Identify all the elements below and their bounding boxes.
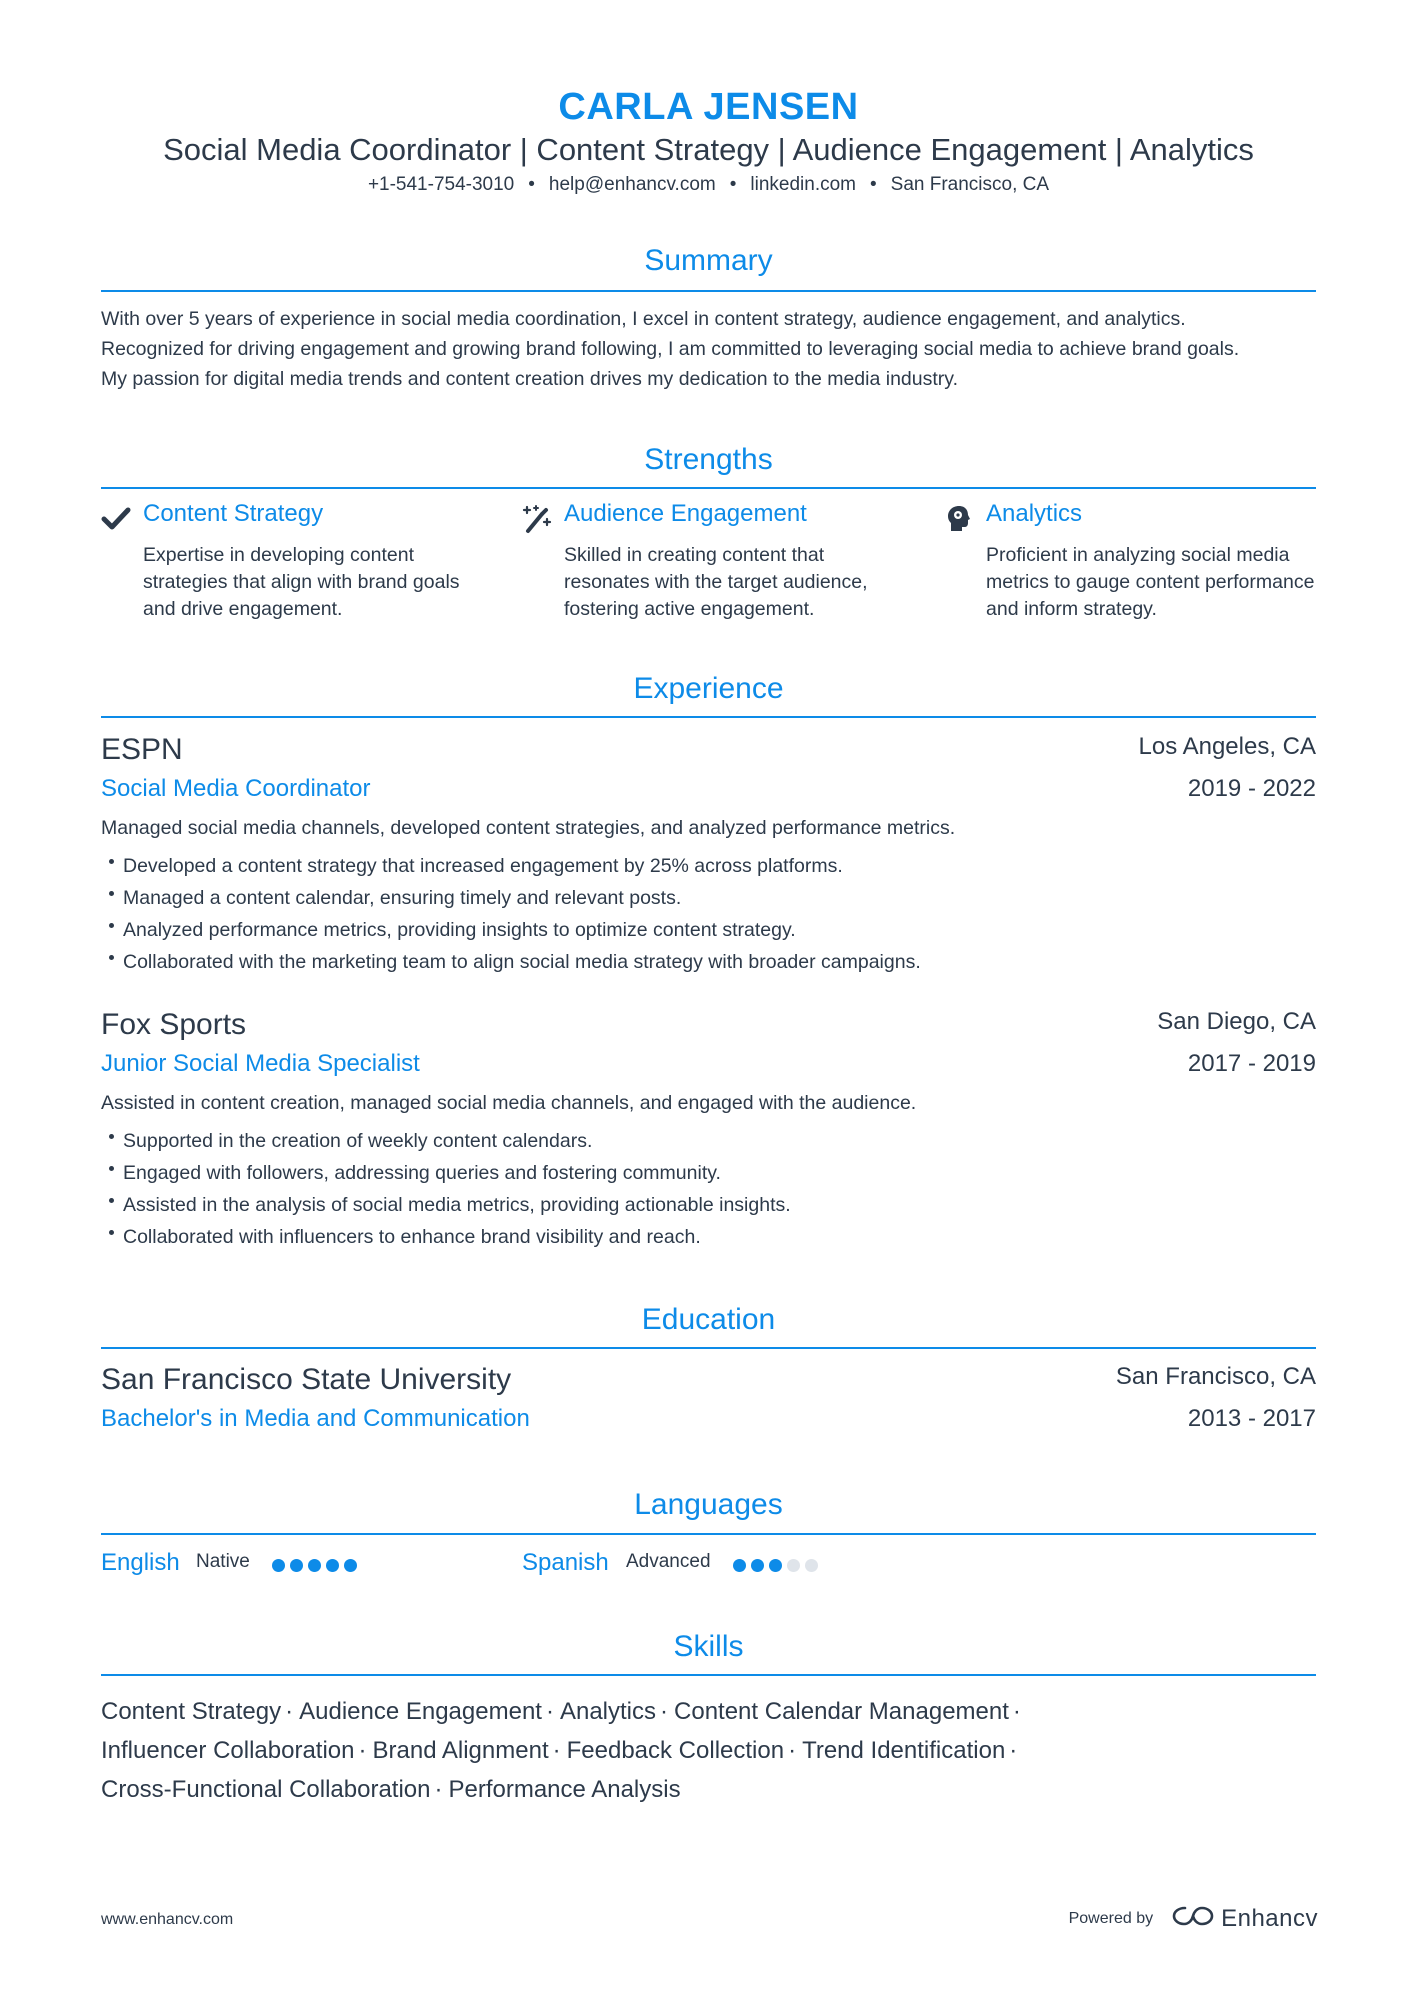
job-bullet: Collaborated with influencers to enhance brand visibility and reach. [101, 1221, 791, 1253]
strength-description: Skilled in creating content that resonates with the target audience, fostering active engagement. [564, 544, 868, 620]
summary-line: My passion for digital media trends and content creation drives my dedication to the media industry. [101, 368, 959, 390]
brand-logo[interactable] [1171, 1904, 1318, 1935]
experience-entry [101, 1008, 1316, 1258]
rating-dot-filled [326, 1559, 339, 1572]
section-title-strengths: Strengths [644, 443, 773, 476]
section-divider [101, 1674, 1316, 1676]
section-title-languages: Languages [634, 1488, 783, 1521]
job-dates: 2017 - 2019 [1187, 1050, 1316, 1077]
language-level: Advanced [626, 1551, 711, 1572]
summary-line: Recognized for driving engagement and growing brand following, I am committed to leveraging social media to achieve brand goals. [101, 338, 1240, 360]
job-location: San Diego, CA [1157, 1008, 1316, 1035]
company-name: Fox Sports [101, 1008, 247, 1041]
strength-description: Expertise in developing content strategies that align with brand goals and drive engagement. [143, 544, 460, 620]
enhancv-logo-icon [1171, 1904, 1215, 1935]
skill-item: Feedback Collection [566, 1737, 785, 1764]
candidate-name: CARLA JENSEN [558, 86, 859, 128]
section-title-experience: Experience [633, 672, 784, 705]
contact-linkedin[interactable]: linkedin.com [750, 174, 856, 195]
skill-item: Content Calendar Management [674, 1698, 1009, 1725]
section-title-education: Education [641, 1303, 776, 1336]
rating-dot-empty [805, 1559, 818, 1572]
rating-dot-filled [272, 1559, 285, 1572]
skill-item: Content Strategy [101, 1698, 282, 1725]
rating-dot-filled [308, 1559, 321, 1572]
strength-description: Proficient in analyzing social media metrics to gauge content performance and inform strategy. [986, 544, 1315, 620]
company-name: ESPN [101, 733, 183, 766]
brand-name: Enhancv [1221, 1905, 1318, 1932]
section-divider [101, 290, 1316, 292]
summary-line: With over 5 years of experience in social media coordination, I excel in content strategy, audience engagement, and analytics. [101, 308, 1186, 330]
contact-location: San Francisco, CA [890, 174, 1050, 195]
job-bullet: Managed a content calendar, ensuring timely and relevant posts. [101, 882, 921, 914]
degree-title: Bachelor's in Media and Communication [101, 1405, 530, 1432]
contact-phone[interactable]: +1-541-754-3010 [367, 174, 515, 195]
skill-item: Trend Identification [802, 1737, 1006, 1764]
footer-website[interactable]: www.enhancv.com [101, 1911, 234, 1928]
skill-item: Brand Alignment [372, 1737, 549, 1764]
job-bullet: Developed a content strategy that increased engagement by 25% across platforms. [101, 850, 921, 882]
bullet-separator: • [528, 174, 535, 195]
contact-email[interactable]: help@enhancv.com [548, 174, 716, 195]
bullet-separator: • [870, 174, 877, 195]
language-item [101, 1549, 481, 1583]
rating-dot-filled [769, 1559, 782, 1572]
language-rating [272, 1559, 362, 1573]
brain-head-icon [944, 504, 974, 534]
school-location: San Francisco, CA [1115, 1363, 1316, 1390]
section-title-summary: Summary [644, 244, 773, 277]
skills-list: Content Strategy · Audience Engagement · Analytics · Content Calendar Management · Influencer Collaboration · Brand Alignment · Feedback Collection · Trend Identification · Cross-Functional Collaboration · Performance Analysis [101, 1698, 1021, 1803]
powered-by-label: Powered by [1068, 1910, 1154, 1927]
job-bullets [101, 850, 921, 978]
rating-dot-empty [787, 1559, 800, 1572]
job-dates: 2019 - 2022 [1187, 775, 1316, 802]
school-name: San Francisco State University [101, 1363, 512, 1396]
strength-title: Audience Engagement [564, 500, 807, 527]
job-bullet: Assisted in the analysis of social media metrics, providing actionable insights. [101, 1189, 791, 1221]
magic-wand-icon [522, 504, 552, 534]
rating-dot-filled [344, 1559, 357, 1572]
language-rating [733, 1559, 823, 1573]
section-title-skills: Skills [673, 1630, 744, 1663]
footer-branding [1069, 1904, 1318, 1934]
job-bullet: Analyzed performance metrics, providing insights to optimize content strategy. [101, 914, 921, 946]
skill-item: Performance Analysis [448, 1776, 681, 1803]
strength-title: Analytics [986, 500, 1083, 527]
contact-info [101, 174, 1316, 196]
education-dates: 2013 - 2017 [1187, 1405, 1316, 1432]
language-level: Native [196, 1551, 250, 1572]
job-description: Assisted in content creation, managed social media channels, and engaged with the audience. [101, 1092, 917, 1114]
rating-dot-filled [733, 1559, 746, 1572]
checkmark-icon [101, 504, 131, 534]
section-divider [101, 1533, 1316, 1535]
summary-text [101, 304, 1316, 394]
job-title: Junior Social Media Specialist [101, 1050, 420, 1077]
experience-entry [101, 733, 1316, 983]
section-divider [101, 716, 1316, 718]
job-description: Managed social media channels, developed content strategies, and analyzed performance metrics. [101, 817, 956, 839]
section-divider [101, 1347, 1316, 1349]
rating-dot-filled [751, 1559, 764, 1572]
language-name: English [101, 1549, 180, 1576]
job-title: Social Media Coordinator [101, 775, 371, 802]
skill-item: Audience Engagement [299, 1698, 542, 1725]
job-bullet: Supported in the creation of weekly content calendars. [101, 1125, 791, 1157]
strength-title: Content Strategy [143, 500, 324, 527]
job-location: Los Angeles, CA [1138, 733, 1316, 760]
section-divider [101, 487, 1316, 489]
candidate-headline: Social Media Coordinator | Content Strategy | Audience Engagement | Analytics [163, 132, 1254, 167]
job-bullets [101, 1125, 791, 1253]
job-bullet: Engaged with followers, addressing queries and fostering community. [101, 1157, 791, 1189]
education-entry [101, 1363, 1316, 1443]
skill-item: Analytics [559, 1698, 657, 1725]
language-item [522, 1549, 902, 1583]
job-bullet: Collaborated with the marketing team to align social media strategy with broader campaigns. [101, 946, 921, 978]
skill-item: Influencer Collaboration [101, 1737, 355, 1764]
language-name: Spanish [522, 1549, 609, 1576]
rating-dot-filled [290, 1559, 303, 1572]
bullet-separator: • [729, 174, 737, 195]
skill-item: Cross-Functional Collaboration [101, 1776, 431, 1803]
